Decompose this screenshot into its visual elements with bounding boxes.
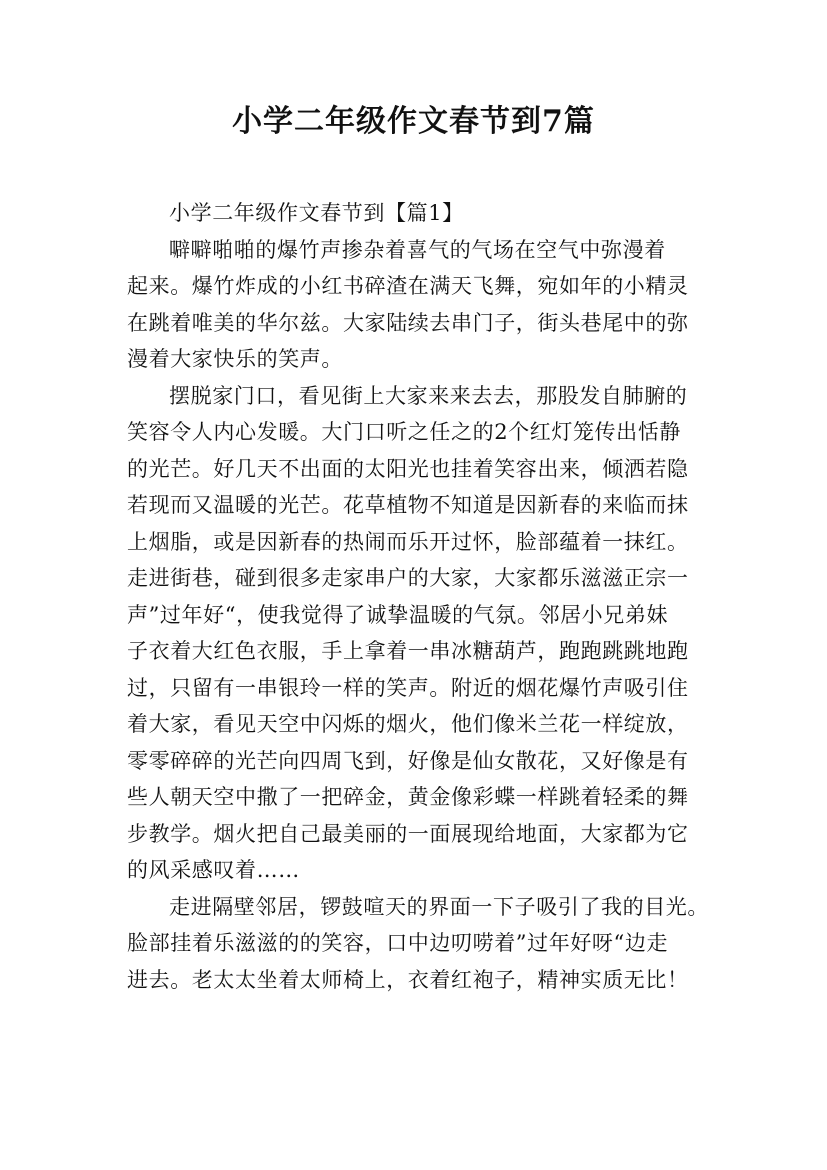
document-title: 小学二年级作文春节到7篇 <box>232 104 595 139</box>
text-line: 过，只留有一串银玲一样的笑声。附近的烟花爆竹声吸引住 <box>127 675 689 700</box>
text-line: 起来。爆竹炸成的小红书碎渣在满天飞舞，宛如年的小精灵 <box>127 274 689 298</box>
text-line: 走进隔壁邻居，锣鼓喧天的界面一下子吸引了我的目光。 <box>169 894 709 919</box>
text-line: 摆脱家门口，看见街上大家来来去去，那股发自肺腑的 <box>169 383 688 408</box>
section-heading: 小学二年级作文春节到【篇1】 <box>169 201 464 225</box>
text-line: 脸部挂着乐滋滋的的笑容，口中边叨唠着”过年好呀“边走 <box>127 931 669 955</box>
text-line: 着大家，看见天空中闪烁的烟火，他们像米兰花一样绽放， <box>127 712 689 736</box>
text-line: 上烟脂，或是因新春的热闹而乐开过怀，脸部蕴着一抹红。 <box>127 529 689 554</box>
text-line: 些人朝天空中撒了一把碎金，黄金像彩蝶一样跳着轻柔的舞 <box>127 785 689 809</box>
text-line: 若现而又温暖的光芒。花草植物不知道是因新春的来临而抹 <box>127 493 689 517</box>
text-line: 漫着大家快乐的笑声。 <box>127 347 343 371</box>
text-line: 子衣着大红色衣服，手上拿着一串冰糖葫芦，跑跑跳跳地跑 <box>127 639 689 663</box>
text-line: 声”过年好“，使我觉得了诚挚温暖的气氛。邻居小兄弟妹 <box>127 602 669 627</box>
text-line: 零零碎碎的光芒向四周飞到，好像是仙女散花，又好像是有 <box>127 748 689 773</box>
text-line: 噼噼啪啪的爆竹声掺杂着喜气的气场在空气中弥漫着 <box>169 237 666 262</box>
text-line: 步教学。烟火把自己最美丽的一面展现给地面，大家都为它 <box>127 821 689 846</box>
text-line: 的光芒。好几天不出面的太阳光也挂着笑容出来，倾洒若隐 <box>127 456 689 481</box>
text-line: 走进街巷，碰到很多走家串户的大家，大家都乐滋滋正宗一 <box>127 566 689 590</box>
text-line: 笑容令人内心发暖。大门口听之任之的2个红灯笼传出恬静 <box>127 420 681 444</box>
text-line: 进去。老太太坐着太师椅上，衣着红袍子，精神实质无比！ <box>127 967 689 992</box>
document-body <box>127 195 717 998</box>
text-line: 的风采感叹着…… <box>127 858 300 882</box>
text-line: 在跳着唯美的华尔兹。大家陆续去串门子，街头巷尾中的弥 <box>127 310 689 335</box>
